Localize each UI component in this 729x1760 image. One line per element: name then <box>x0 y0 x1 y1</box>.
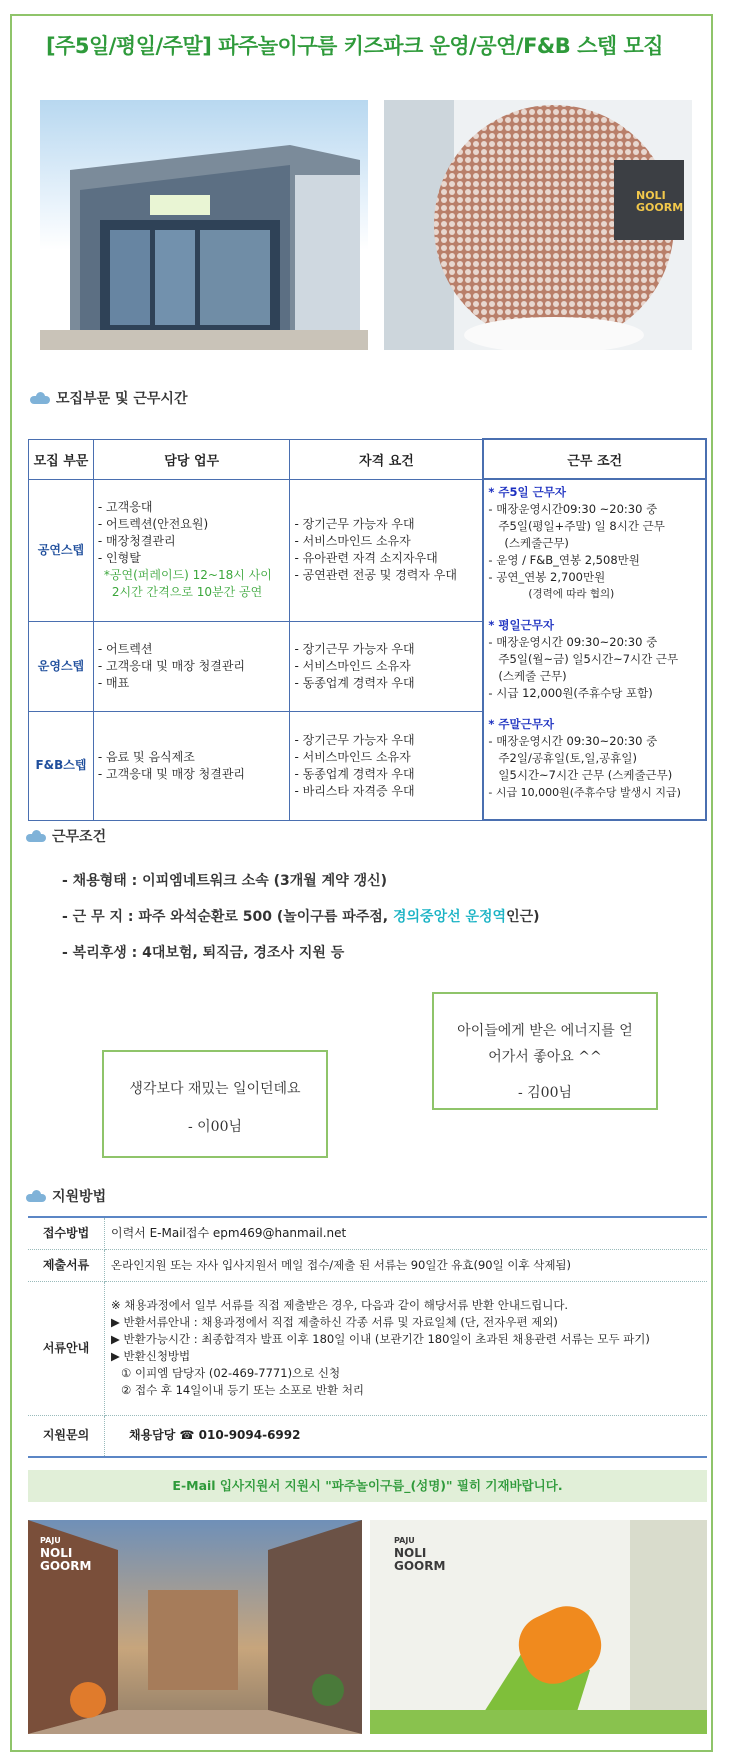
testimonial-author: - 김00님 <box>517 1085 573 1101</box>
condition-line: 주5일(월~금) 일5시간~7시간 근무 <box>498 652 679 666</box>
apply-line: ① 이피엠 담당자 (02-469-7771)으로 신청 <box>121 1366 341 1380</box>
quals-cell <box>290 621 483 711</box>
welfare: - 복리후생 : 4대보험, 퇴직금, 경조사 지원 등 <box>62 945 345 961</box>
apply-line: ※ 채용과정에서 일부 서류를 직접 제출받은 경우, 다음과 같이 해당서류 반환 안내드립니다. <box>111 1298 569 1312</box>
cloud-icon <box>30 392 50 404</box>
logo-line: PAJU <box>40 1536 61 1545</box>
qual-line: - 장기근무 가능자 우대 <box>294 732 415 747</box>
apply-label: 지원문의 <box>28 1415 105 1457</box>
condition-fulltime <box>488 484 701 603</box>
location-station: 경의중앙선 운정역 <box>393 909 507 925</box>
header-duties: 담당 업무 <box>93 439 290 479</box>
building-illustration <box>40 100 368 350</box>
duty-line: - 인형탈 <box>97 551 141 566</box>
logo-line: NOLI <box>636 189 666 202</box>
apply-value: 온라인지원 또는 자사 입사지원서 메일 접수/제출 된 서류는 90일간 유효(90일 이후 삭제됨) <box>105 1249 708 1281</box>
testimonial-author: - 이00님 <box>187 1119 243 1135</box>
section-title: 지원방법 <box>52 1189 107 1205</box>
condition-line: - 매장운영시간09:30 ~20:30 중 <box>488 502 658 516</box>
qual-line: - 서비스마인드 소유자 <box>294 658 411 673</box>
duty-line: - 매표 <box>97 675 130 690</box>
conditions-cell <box>483 479 706 820</box>
testimonial-note <box>102 1050 328 1158</box>
testimonial-text: 아이들에게 받은 에너지를 얻어가서 좋아요 ^^ <box>457 1023 633 1065</box>
apply-row <box>28 1281 707 1415</box>
dept-cell: 공연스텝 <box>29 479 94 621</box>
header-quals: 자격 요건 <box>290 439 483 479</box>
condition-title: * 주말근무자 <box>488 717 554 731</box>
cloud-icon <box>26 1190 46 1202</box>
sphere-photo <box>384 100 692 350</box>
duties-cell <box>93 711 290 820</box>
cloud-icon <box>26 830 46 842</box>
apply-label: 제출서류 <box>28 1249 105 1281</box>
condition-line: (스케줄근무) <box>504 536 569 550</box>
qual-line: - 서비스마인드 소유자 <box>294 749 411 764</box>
duty-note: *공연(퍼레이드) 12~18시 사이 <box>103 568 272 583</box>
qual-line: - 동종업계 경력자 우대 <box>294 675 415 690</box>
dept-cell: F&B스텝 <box>29 711 94 820</box>
qual-line: - 장기근무 가능자 우대 <box>294 641 415 656</box>
section-recruit-heading <box>30 388 187 408</box>
quals-cell <box>290 711 483 820</box>
apply-line: ▶ 반환서류안내 : 채용과정에서 직접 제출하신 각종 서류 및 자료일체 (단, 전자우편 제외) <box>111 1315 558 1329</box>
header-dept: 모집 부문 <box>29 439 94 479</box>
qual-line: - 동종업계 경력자 우대 <box>294 766 415 781</box>
condition-line: (경력에 따라 협의) <box>528 588 615 600</box>
section-title: 모집부문 및 근무시간 <box>56 391 188 407</box>
sphere-illustration <box>384 100 692 350</box>
apply-line: ▶ 반환가능시간 : 최종합격자 발표 이후 180일 이내 (보관기간 180일이 초과된 채용관련 서류는 모두 파기) <box>111 1332 650 1346</box>
table-header-row <box>29 439 707 479</box>
apply-line: ② 접수 후 14일이내 등기 또는 소포로 반환 처리 <box>121 1383 365 1397</box>
apply-row <box>28 1415 707 1457</box>
apply-label: 서류안내 <box>28 1281 105 1415</box>
condition-line: - 매장운영시간 09:30~20:30 중 <box>488 635 658 649</box>
logo-line: GOORM <box>636 201 684 214</box>
apply-row <box>28 1249 707 1281</box>
header-conditions: 근무 조건 <box>483 439 706 479</box>
condition-line: - 매장운영시간 09:30~20:30 중 <box>488 734 658 748</box>
apply-row <box>28 1217 707 1249</box>
condition-line: - 시급 12,000원(주휴수당 포함) <box>488 686 653 700</box>
employment-type: - 채용형태 : 이피엠네트워크 소속 (3개월 계약 갱신) <box>62 873 388 889</box>
condition-line: - 공연_연봉 2,700만원 <box>488 570 606 584</box>
location-prefix: - 근 무 지 : 파주 와석순환로 500 (놀이구름 파주점, <box>62 909 393 925</box>
email-notice-banner: E-Mail 입사지원서 지원시 "파주놀이구름_(성명)" 필히 기재바랍니다. <box>28 1470 707 1502</box>
qual-line: - 바리스타 자격증 우대 <box>294 783 415 798</box>
duty-line: - 음료 및 음식제조 <box>97 749 195 764</box>
condition-line: - 시급 10,000원(주휴수당 발생시 지급) <box>488 786 681 799</box>
section-title: 근무조건 <box>52 829 107 845</box>
location-suffix: 인근) <box>506 909 540 925</box>
apply-value: 이력서 E-Mail접수 epm469@hanmail.net <box>105 1217 708 1249</box>
street-photo <box>28 1520 362 1734</box>
apply-line: ▶ 반환신청방법 <box>111 1349 191 1363</box>
testimonial-note <box>432 992 658 1110</box>
work-location <box>62 906 540 926</box>
condition-title: * 평일근무자 <box>488 618 554 632</box>
quals-cell <box>290 479 483 621</box>
noli-logo <box>394 1534 445 1573</box>
section-terms-heading <box>26 826 106 846</box>
duty-line: - 고객응대 <box>97 500 153 515</box>
duty-note: 2시간 간격으로 10분간 공연 <box>111 585 263 600</box>
apply-value: 채용담당 ☎ 010-9094-6992 <box>105 1415 708 1457</box>
page-title: [주5일/평일/주말] 파주놀이구름 키즈파크 운영/공연/F&B 스텝 모집 <box>45 34 664 58</box>
table-row <box>29 479 707 621</box>
duties-cell <box>93 479 290 621</box>
apply-table <box>28 1216 707 1458</box>
qual-line: - 유아관련 자격 소지자우대 <box>294 551 438 566</box>
duty-line: - 매장청결관리 <box>97 534 176 549</box>
slide-photo <box>370 1520 707 1734</box>
condition-weekend <box>488 716 701 801</box>
recruit-table <box>28 438 707 821</box>
building-photo <box>40 100 368 350</box>
condition-title: * 주5일 근무자 <box>488 485 566 499</box>
noli-logo <box>636 190 683 214</box>
dept-cell: 운영스텝 <box>29 621 94 711</box>
qual-line: - 공연관련 전공 및 경력자 우대 <box>294 568 457 583</box>
condition-line: - 운영 / F&B_연봉 2,508만원 <box>488 553 640 567</box>
duties-cell <box>93 621 290 711</box>
logo-line: NOLI <box>394 1546 427 1560</box>
qual-line: - 서비스마인드 소유자 <box>294 534 411 549</box>
apply-value <box>105 1281 708 1415</box>
logo-line: GOORM <box>40 1559 92 1573</box>
qual-line: - 장기근무 가능자 우대 <box>294 517 415 532</box>
condition-line: (스케줄 근무) <box>498 669 567 683</box>
logo-line: NOLI <box>40 1546 73 1560</box>
logo-line: PAJU <box>394 1536 415 1545</box>
condition-line: 주5일(평일+주말) 일 8시간 근무 <box>498 519 665 533</box>
duty-line: - 어트렉션(안전요원) <box>97 517 209 532</box>
noli-logo <box>40 1534 91 1573</box>
section-apply-heading <box>26 1186 106 1206</box>
apply-label: 접수방법 <box>28 1217 105 1249</box>
testimonial-text: 생각보다 재밌는 일이던데요 <box>129 1081 301 1097</box>
duty-line: - 고객응대 및 매장 청결관리 <box>97 766 246 781</box>
duty-line: - 고객응대 및 매장 청결관리 <box>97 658 246 673</box>
condition-weekday <box>488 617 701 702</box>
logo-line: GOORM <box>394 1559 446 1573</box>
condition-line: 일5시간~7시간 근무 (스케줄근무) <box>498 768 673 782</box>
duty-line: - 어트렉션 <box>97 641 153 656</box>
condition-line: 주2일/공휴일(토,일,공휴일) <box>498 751 637 765</box>
